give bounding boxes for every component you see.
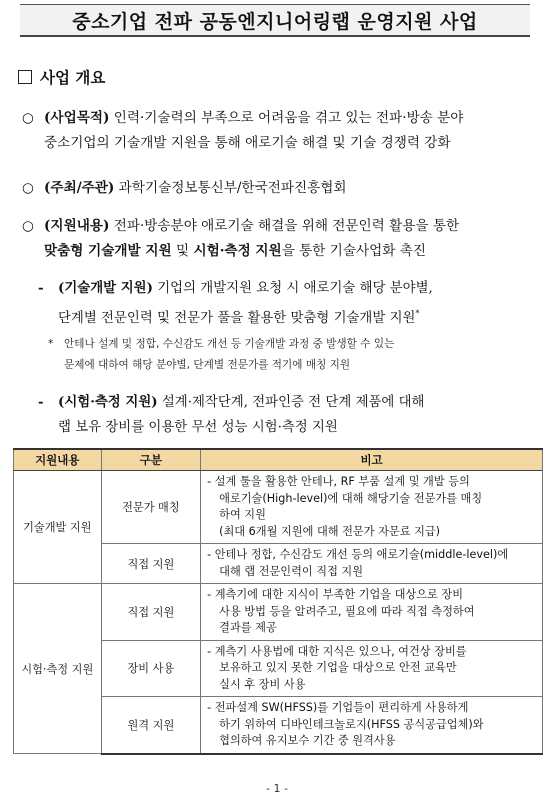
item-text: 전파·방송분야 애로기술 해결을 위해 전문인력 활용을 통한 [109, 218, 460, 234]
table-type-cell: 직접 지원 [101, 544, 201, 584]
table-row [14, 584, 543, 641]
table-header: 비고 [201, 449, 543, 471]
footnote-marker: * [415, 309, 420, 318]
square-bullet-icon [18, 70, 32, 84]
subitem-text-cont: 랩 보유 장비를 이용한 무선 성능 시험·측정 지원 [58, 420, 338, 435]
subitem-text: 기업의 개발지원 요청 시 애로기술 해당 분야별, [152, 281, 433, 296]
table-group-cell: 기술개발 지원 [14, 471, 102, 584]
subitem-text: 설계·제작단계, 전파인증 전 단계 제품에 대해 [157, 395, 425, 410]
item-text-cont: 중소기업의 기술개발 지원을 통해 애로기술 해결 및 기술 경쟁력 강화 [44, 135, 451, 151]
subitem-test [38, 390, 544, 440]
item-text: 과학기술정보통신부/한국전파진흥협회 [114, 180, 347, 196]
note-line: - 설계 툴을 활용한 안테나, RF 부품 설계 및 개발 등의 [207, 475, 470, 488]
note-line: 사용 방법 등을 알려주고, 필요에 따라 직접 측정하여 [219, 604, 475, 618]
page-title: 중소기업 전파 공동엔지니어링랩 운영지원 사업 [72, 10, 478, 33]
table-header: 지원내용 [14, 449, 102, 471]
subitem-label: (기술개발 지원) [58, 280, 153, 296]
table-note-cell [201, 640, 543, 697]
subitem-text-cont: 단계별 전문인력 및 전문가 풀을 활용한 맞춤형 기술개발 지원 [58, 311, 416, 326]
note-line: - 계측기 사용법에 대한 지식은 있으나, 여건상 장비를 [207, 644, 467, 658]
circle-bullet-icon: ○ [22, 218, 34, 234]
item-text: 인력·기술력의 부족으로 어려움을 겪고 있는 전파·방송 분야 [109, 110, 464, 126]
table-note-cell [201, 584, 543, 641]
note-line: 협의하여 유지보수 기간 중 원격사용 [219, 734, 396, 747]
table-note-cell [201, 544, 543, 584]
item-bold-text: 맞춤형 기술개발 지원 [44, 243, 172, 259]
item-label: (사업목적) [44, 110, 110, 126]
table-type-cell: 전문가 매칭 [101, 471, 201, 544]
footnote [48, 334, 546, 376]
table-note-cell [201, 697, 543, 754]
footnote-star: * [48, 338, 54, 350]
table-note-cell [201, 471, 543, 544]
note-line: 결과를 제공 [219, 621, 277, 634]
page-number: - 1 - [266, 782, 288, 795]
title-banner [20, 4, 530, 37]
table-header: 구분 [101, 449, 201, 471]
item-bold-text: 시험·측정 지원 [193, 243, 282, 259]
note-line: (최대 6개월 지원에 대해 전문가 자문료 지급) [219, 524, 441, 538]
table-group-cell: 시험·측정 지원 [14, 584, 102, 754]
table-type-cell: 장비 사용 [101, 640, 201, 697]
circle-bullet-icon: ○ [22, 180, 34, 196]
footnote-text-cont: 문제에 대하여 해당 분야별, 단계별 전문가를 적기에 매칭 지원 [64, 359, 351, 371]
note-line: 애로기술(High-level)에 대해 해당기술 전문가를 매칭 [219, 491, 483, 505]
item-support [22, 214, 544, 264]
subitem-label: (시험·측정 지원) [58, 394, 158, 410]
table-type-cell: 직접 지원 [101, 584, 201, 641]
item-purpose [22, 106, 544, 156]
item-label: (지원내용) [44, 218, 110, 234]
note-line: 실시 후 장비 사용 [219, 677, 306, 691]
support-table [13, 448, 543, 755]
item-text: 및 [171, 243, 194, 259]
table-row [14, 471, 543, 544]
subitem-tech-dev [38, 276, 544, 331]
footnote-text: 안테나 설계 및 정합, 수신감도 개선 등 기술개발 과정 중 발생할 수 있는 [64, 338, 395, 350]
item-label: (주최/주관) [44, 180, 115, 196]
note-line: 보유하고 있지 못한 기업을 대상으로 안전 교육만 [219, 661, 457, 674]
item-text: 을 통한 기술사업화 촉진 [281, 243, 426, 259]
note-line: 대해 랩 전문인력이 직접 지원 [219, 564, 364, 578]
dash-bullet: - [38, 280, 44, 296]
section-heading [18, 66, 105, 88]
dash-bullet: - [38, 394, 44, 410]
note-line: - 전파설계 SW(HFSS)를 기업들이 편리하게 사용하게 [207, 701, 469, 714]
item-host [22, 176, 544, 201]
note-line: - 계측기에 대한 지식이 부족한 기업을 대상으로 장비 [207, 588, 464, 601]
note-line: 하여 지원 [219, 508, 266, 521]
note-line: - 안테나 정합, 수신감도 개선 등의 애로기술(middle-level)에 [207, 548, 509, 561]
table-type-cell: 원격 지원 [101, 697, 201, 754]
note-line: 하기 위하여 디바인테크놀로지(HFSS 공식공급업체)와 [219, 717, 484, 731]
section-heading-label: 사업 개요 [40, 69, 106, 87]
table-header-row [14, 449, 543, 471]
circle-bullet-icon: ○ [22, 110, 34, 126]
